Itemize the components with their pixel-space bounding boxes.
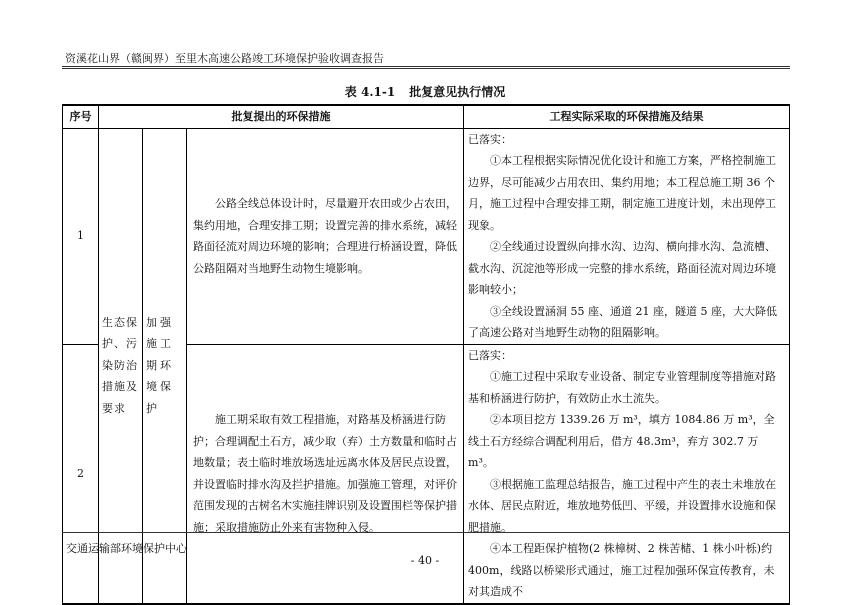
requirement-cell: [187, 128, 464, 344]
requirement-text: 公路全线总体设计时，尽量避开农田或少占农田，集约用地，合理安排工期；设置完善的排水系统，减轻路面径流对周边环境的影响；合理进行桥涵设置，降低公路阻隔对当地野生动物生境影响。: [193, 197, 457, 275]
footer-org: 交通运输部环境保护中心: [66, 542, 187, 555]
result-item: ①施工过程中采取专业设备、制定专业管理制度等措施对路基和桥涵进行防护，有效防止水土流失。: [468, 370, 777, 405]
result-status: 已落实：: [468, 132, 513, 146]
requirement-text: 施工期采取有效工程措施，对路基及桥涵进行防护；合理调配土石方，减少取（弃）土方数量和临时占地数量；表土临时堆放场选址远离水体及居民点设置，并设置临时排水沟及拦护措施。加强施工管理，对评价范围发现的古树名木实施挂牌识别及设置围栏等保护措施；采取措施防止外来有害物种入侵。: [193, 413, 457, 534]
approval-execution-table: [62, 104, 790, 605]
header-requirement: 批复提出的环保措施: [99, 105, 464, 128]
table-number: 表 4.1-1: [344, 85, 396, 99]
header-seq: 序号: [63, 105, 99, 128]
subcategory-cell: 加强施工期环境保护: [143, 128, 187, 604]
header-rule: [62, 66, 790, 67]
category-cell: 生态保护、污染防治措施及要求: [99, 128, 143, 604]
header-rule-double: [62, 68, 790, 69]
header-result: 工程实际采取的环保措施及结果: [464, 105, 790, 128]
row-seq: 2: [63, 344, 99, 604]
result-item: ②全线通过设置纵向排水沟、边沟、横向排水沟、急流槽、截水沟、沉淀池等形成一完整的排水系统，路面径流对周边环境影响较小；: [468, 240, 777, 296]
table-caption: [0, 83, 850, 100]
row-seq: 1: [63, 128, 99, 344]
result-cell: [464, 128, 790, 344]
table-title: 批复意见执行情况: [409, 85, 506, 99]
table-row: [63, 128, 790, 344]
result-item: ③根据施工监理总结报告，施工过程中产生的表土未堆放在水体、居民点附近，堆放地势低凹、平缓，并设置排水设施和保肥措施。: [468, 477, 777, 534]
footer-rule: [62, 532, 790, 533]
report-header: 资溪花山界（赣闽界）至里木高速公路竣工环境保护验收调查报告: [65, 52, 384, 65]
result-status: 已落实：: [468, 348, 513, 362]
table-header-row: [63, 105, 790, 128]
result-item: ③全线设置涵洞 55 座、通道 21 座，隧道 5 座，大大降低了高速公路对当地野生动物的阻隔影响。: [468, 304, 777, 339]
page-number: - 40 -: [410, 554, 440, 567]
result-item: ①本工程根据实际情况优化设计和施工方案，严格控制施工边界，尽可能减少占用农田、集约用地；本工程总施工期 36 个月，施工过程中合理安排工期，制定施工进度计划，未出现停工现象。: [468, 154, 777, 232]
result-item: ②本项目挖方 1339.26 万 m³，填方 1084.86 万 m³，全线土石方经综合调配利用后，借方 48.3m³，弃方 302.7 万 m³。: [468, 413, 775, 469]
result-item: ④本工程距保护植物(2 株樟树、2 株苦槠、1 株小叶栎)约 400m，线路以桥梁形式通过，施工过程加强环保宣传教育，未对其造成不: [468, 542, 775, 598]
